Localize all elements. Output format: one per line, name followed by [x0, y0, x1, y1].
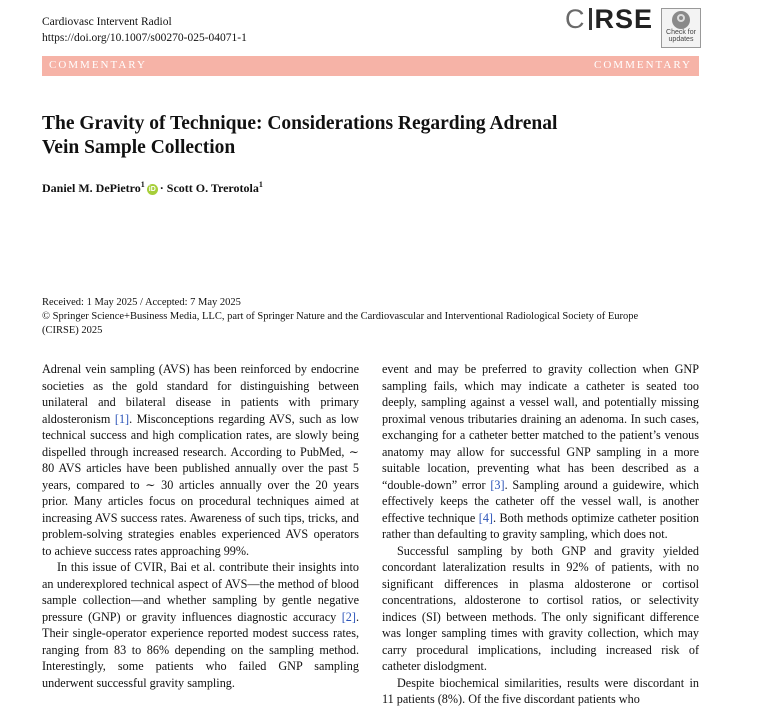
received-dates: Received: 1 May 2025 / Accepted: 7 May 2025	[42, 297, 241, 308]
paragraph: Successful sampling by both GNP and gravity yielded concordant lateralization results in 92% of patients, with no significant differences in plasma aldosterone or cortisol concentrations, aldosterone to cortisol ratios, or selectivity indices (SI) between methods. The only significant difference was longer sampling times with gravity collection, which may carry procedural implications, including increased risk of catheter dislodgment.	[382, 543, 699, 673]
title-line-2: Vein Sample Collection	[42, 137, 236, 158]
paragraph-text: . Misconceptions regarding AVS, such as low technical success and high complication rates, are slowly being dispelled through increased research. According to PubMed, ∼ 80 AVS articles have been published annually over the past 5 years, compared to ∼ 30 articles annually over the 20 years prior. Many articles focus on procedural techniques aimed at increasing AVS success rates. Awareness of such tips, tricks, and problem-solving strategies enables experienced AVS operators to achieve success rates approaching 99%.	[42, 411, 359, 558]
cirse-logo	[565, 4, 653, 35]
paragraph-text: . Their single-operator experience reported modest success rates, ranging from 83 to 86% depending on the sampling method. Interestingly, some patients who failed GNP sampling underwent successful gravity sampling.	[42, 609, 359, 690]
body-column-right	[382, 361, 699, 708]
logo-bar	[589, 8, 592, 30]
copyright-line-1: © Springer Science+Business Media, LLC, part of Springer Nature and the Cardiovascular and Interventional Radiological Society of Europe	[42, 311, 639, 322]
citation-link[interactable]: [2]	[341, 609, 356, 624]
citation-link[interactable]: [3]	[490, 477, 505, 492]
journal-name: Cardiovasc Intervent Radiol	[42, 16, 172, 28]
paragraph-text: . Sampling around a guidewire, which effectively keeps the catheter off the vessel wall, is another effective technique	[382, 477, 700, 525]
commentary-banner	[42, 56, 699, 76]
paragraph	[382, 361, 699, 543]
title-line-1: The Gravity of Technique: Considerations Regarding Adrenal	[42, 113, 558, 134]
paragraph-text: . Both methods optimize catheter position rather than defaulting to gravity sampling, which does not.	[382, 510, 699, 541]
citation-link[interactable]: [1]	[114, 411, 130, 426]
badge-line-1: Check for	[666, 29, 696, 36]
body-column-left	[42, 361, 359, 691]
paragraph-text: event and may be preferred to gravity collection when GNP sampling fails, which may indicate a catheter is seated too deeply, sampling against a vessel wall, and potentially missing proximal venous tributaries draining an adenoma. In such cases, exchanging for a catheter better matched to the patient’s venous anatomy may allow for successful GNP sampling in a more suitable location, preventing what has been described as a “double-down” error	[382, 362, 699, 492]
logo-c: C	[565, 4, 586, 34]
affiliation-mark: 1	[140, 180, 145, 189]
citation-link[interactable]: [4]	[478, 510, 493, 525]
paragraph-text: Adrenal vein sampling (AVS) has been reinforced by endocrine societies as the gold standard for distinguishing between unilateral and bilateral disease in patients with primary aldosteronism	[42, 362, 359, 426]
paragraph-text: In this issue of CVIR, Bai et al. contribute their insights into an underexplored technical aspect of AVS—the method of blood sample collection—and whether sampling by gentle negative pressure (GNP) or gravity influences diagnostic accuracy	[42, 560, 359, 624]
author-name[interactable]: Daniel M. DePietro	[42, 181, 141, 195]
banner-label-right: COMMENTARY	[594, 59, 692, 71]
badge-line-2: updates	[668, 36, 694, 43]
paragraph: Despite biochemical similarities, results were discordant in 11 patients (8%). Of the five discordant patients who	[382, 675, 699, 706]
affiliation-mark: 1	[258, 180, 263, 189]
check-for-updates-badge[interactable]	[661, 8, 701, 48]
copyright-notice	[42, 310, 702, 337]
logo-rse: RSE	[594, 4, 654, 34]
copyright-line-2: (CIRSE) 2025	[42, 324, 103, 336]
author-separator: ·	[159, 181, 164, 195]
banner-label-left: COMMENTARY	[49, 59, 147, 71]
doi-link[interactable]: https://doi.org/10.1007/s00270-025-04071-1	[42, 32, 247, 44]
paragraph	[42, 361, 359, 559]
article-title	[42, 112, 682, 160]
author-name[interactable]: Scott O. Trerotola	[166, 181, 259, 195]
authors	[42, 180, 263, 196]
orcid-icon[interactable]: iD	[148, 186, 156, 193]
update-icon	[672, 11, 690, 29]
journal-header	[42, 14, 247, 46]
paragraph	[42, 559, 359, 691]
